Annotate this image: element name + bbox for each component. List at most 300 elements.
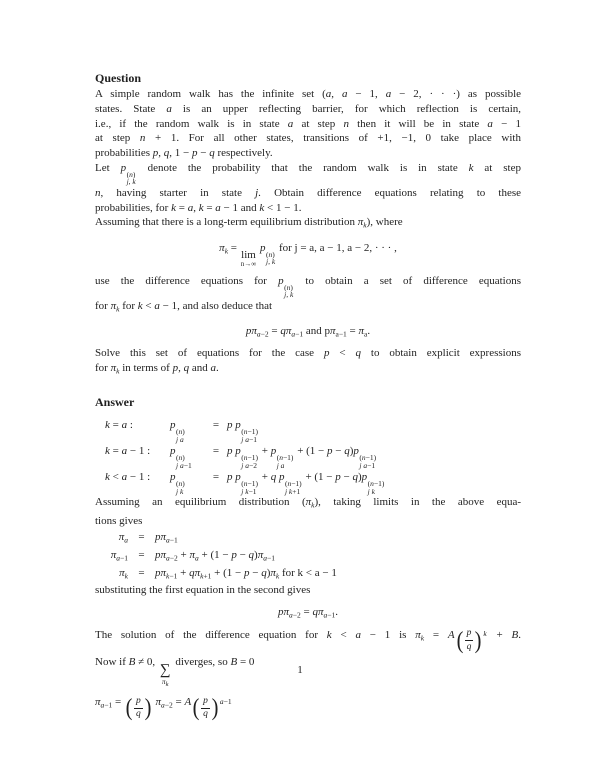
text-line: [95, 87, 521, 102]
math-subscript: [335, 329, 346, 338]
text-span: for: [119, 299, 138, 312]
math-variable: π: [283, 606, 290, 619]
math-variable: π: [160, 531, 167, 544]
math-variable: k: [289, 290, 294, 299]
math-variable: k: [311, 500, 315, 510]
math-variable: k: [105, 419, 110, 432]
text-span: =: [109, 419, 122, 432]
math-variable: j: [367, 486, 370, 496]
math-variable: q: [352, 471, 358, 484]
math-variable: π: [285, 324, 292, 337]
equation-cell: [227, 469, 521, 495]
math-variable: a: [166, 553, 170, 563]
text-span: −: [332, 445, 345, 458]
equation-cell: [155, 530, 521, 548]
text-span: .: [518, 628, 521, 641]
text-span: −1: [327, 610, 336, 620]
text-span: =: [203, 201, 216, 214]
text-span: −2: [292, 610, 301, 620]
text-line: [95, 161, 521, 186]
text-span: =: [300, 606, 313, 619]
math-variable: π: [194, 566, 201, 579]
text-span: ): [182, 479, 185, 489]
math-variable: p: [155, 548, 161, 561]
math-variable: k: [132, 177, 136, 187]
text-span: −1: [104, 700, 113, 710]
fraction-numerator: [201, 697, 210, 708]
text-span: −1: [248, 486, 257, 496]
math-variable: k: [271, 257, 276, 266]
math-variable: a: [219, 696, 224, 706]
text-span: probabilities: [95, 147, 153, 159]
math-variable: q: [189, 566, 195, 579]
text-span: diverges, so: [172, 656, 231, 669]
math-variable: j: [284, 486, 288, 496]
display-equation: [95, 325, 521, 339]
math-variable: q: [270, 471, 277, 484]
text-span: − 1 and: [220, 201, 260, 214]
math-variable: a: [323, 610, 328, 620]
math-variable: a: [160, 700, 165, 710]
equation-cell: [128, 548, 155, 566]
text-span: for k < a − 1: [279, 566, 337, 579]
text-span: + (1 −: [302, 471, 336, 484]
equation-cell: [205, 469, 227, 495]
close-paren-icon: ): [144, 695, 152, 722]
math-variable: j: [255, 186, 259, 199]
text-span: Let: [95, 161, 121, 174]
text-span: then it will be in state: [348, 117, 488, 130]
math-variable: π: [119, 566, 125, 579]
math-variable: π: [305, 496, 312, 509]
math-subscript: [263, 553, 275, 562]
paren-content: [465, 629, 474, 652]
text-span: −2: [260, 329, 269, 339]
math-variable: π: [95, 696, 101, 709]
math-exponent: [483, 627, 486, 642]
text-span: respectively.: [214, 147, 273, 159]
math-supsub: [266, 251, 275, 266]
math-parenthesized: [192, 697, 231, 720]
math-variable: a: [187, 201, 194, 214]
math-variable: n: [178, 453, 183, 463]
math-variable: k: [116, 366, 120, 376]
text-span: +1: [292, 486, 301, 496]
text-span: :: [127, 419, 133, 432]
math-subscript: [161, 701, 173, 710]
text-span: −1): [247, 427, 258, 437]
text-span: Assuming an equilibrium distribution (: [95, 496, 306, 509]
text-span: + (1 −: [211, 566, 244, 579]
text-span: at step: [293, 117, 344, 130]
math-variable: j: [276, 460, 279, 470]
display-equation: [95, 606, 521, 620]
text-span: + 1. For all other states, transitions of +1, −1, 0 take place with: [145, 132, 521, 145]
math-variable: a: [166, 102, 172, 115]
text-span: + (1 −: [198, 548, 232, 561]
text-span: +: [487, 628, 512, 641]
text-span: (: [176, 453, 179, 463]
math-variable: q: [344, 445, 350, 458]
math-variable: n: [243, 479, 248, 489]
math-variable: k: [171, 201, 176, 214]
text-span: states. State: [95, 102, 167, 115]
math-subscript: [368, 488, 375, 496]
equation-cell: [95, 566, 128, 584]
text-span: <: [329, 347, 356, 360]
math-variable: π: [415, 628, 421, 641]
math-variable: p: [172, 362, 179, 374]
math-variable: π: [118, 531, 125, 544]
math-variable: p: [235, 445, 241, 458]
math-variable: n: [243, 453, 248, 463]
math-subscript: [166, 681, 169, 688]
text-span: in terms of: [119, 362, 173, 374]
math-subscript: [116, 553, 128, 562]
math-variable: a: [121, 419, 128, 432]
text-span: (: [241, 427, 244, 437]
text-span: (: [126, 169, 130, 179]
text-span: ): [349, 445, 354, 458]
math-variable: j: [176, 460, 179, 470]
math-variable: a: [116, 553, 121, 563]
equation-cell: [170, 469, 205, 495]
text-span: (: [284, 282, 287, 292]
text-line: [95, 274, 521, 299]
math-variable: a: [179, 434, 184, 444]
math-variable: p: [155, 566, 161, 579]
text-span: +1: [203, 571, 212, 581]
math-variable: π: [317, 606, 324, 619]
limit-subscript: n→∞: [240, 259, 257, 268]
text-span: , 1 −: [169, 147, 192, 159]
text-span: −1): [247, 453, 258, 463]
math-variable: p: [235, 471, 241, 484]
math-variable: j: [241, 486, 244, 496]
text-span: (: [276, 453, 280, 463]
page-content: [95, 71, 521, 720]
text-span: .: [335, 606, 338, 619]
math-subscript: [241, 436, 257, 444]
math-variable: a: [363, 460, 368, 470]
math-variable: a: [210, 362, 216, 374]
text-span: − 1 :: [127, 445, 151, 458]
math-variable: π: [161, 677, 166, 687]
math-subscript: [166, 536, 178, 545]
math-variable: p: [466, 628, 472, 639]
math-variable: p: [245, 324, 252, 337]
math-variable: p: [335, 471, 341, 484]
text-span: −1: [248, 434, 257, 444]
math-variable: p: [170, 471, 176, 484]
math-parenthesized: [456, 629, 487, 652]
text-span: (: [367, 479, 371, 489]
math-variable: n: [279, 453, 283, 463]
math-subscript: [291, 329, 303, 338]
math-variable: p: [135, 695, 141, 706]
text-line: [95, 215, 521, 233]
text-line: [95, 201, 521, 216]
equation-row: [95, 530, 521, 548]
math-variable: p: [170, 419, 176, 432]
math-variable: a: [287, 117, 294, 130]
math-variable: a: [100, 700, 105, 710]
math-variable: k: [179, 486, 184, 496]
text-span: a: [364, 329, 368, 339]
paragraph: [95, 346, 521, 379]
math-variable: n: [370, 479, 374, 489]
math-supsub: [359, 454, 376, 469]
text-span: +: [258, 445, 271, 458]
text-span: ): [290, 282, 293, 292]
text-span: ): [254, 548, 258, 561]
math-variable: p: [152, 147, 159, 159]
math-subscript: [359, 462, 375, 470]
equation-cell: [227, 443, 521, 469]
math-supsub: [176, 454, 192, 469]
math-variable: k: [224, 246, 229, 255]
paragraph: [95, 583, 521, 598]
math-variable: j: [359, 460, 362, 470]
equation-row: [95, 548, 521, 566]
math-variable: π: [357, 216, 364, 229]
math-variable: k: [116, 304, 120, 313]
text-span: −1: [223, 696, 232, 706]
fraction-numerator: [465, 629, 474, 640]
paren-content: [201, 697, 210, 720]
math-subscript: [176, 462, 192, 470]
math-subscript: [166, 553, 178, 562]
math-variable: π: [219, 241, 225, 254]
math-variable: A: [184, 696, 192, 709]
math-variable: q: [183, 362, 190, 374]
math-variable: q: [466, 641, 472, 652]
math-fraction: [465, 629, 474, 652]
text-line: [95, 146, 521, 161]
text-span: ,: [331, 88, 342, 100]
text-span: Solve this set of equations for the case: [95, 347, 324, 360]
math-variable: j: [126, 177, 129, 187]
math-variable: B: [230, 656, 238, 669]
text-span: ), taking limits in the above equa-: [314, 496, 521, 509]
math-variable: p: [243, 566, 250, 579]
math-subscript: [257, 329, 269, 338]
text-span: +: [177, 548, 190, 561]
math-variable: p: [353, 445, 359, 458]
text-span: Now if: [95, 656, 129, 669]
text-span: −: [340, 471, 353, 484]
math-variable: π: [110, 299, 117, 312]
fraction-numerator: [134, 697, 143, 708]
text-span: −1: [266, 553, 275, 563]
paragraph: [95, 161, 521, 216]
text-span: =: [112, 696, 124, 709]
text-line: [95, 695, 521, 720]
math-variable: n: [178, 427, 183, 437]
text-span: (: [176, 479, 179, 489]
text-span: −1): [373, 479, 385, 489]
math-variable: a: [263, 553, 267, 563]
math-variable: p: [227, 419, 233, 432]
text-span: , having starter in state: [100, 186, 256, 199]
text-span: ): [132, 169, 136, 179]
text-span: and p: [303, 324, 330, 337]
equation-cell: [128, 530, 155, 548]
sigma-icon: ∑: [159, 662, 171, 679]
math-variable: a: [256, 329, 261, 339]
math-variable: k: [200, 571, 204, 581]
math-variable: p: [203, 695, 208, 706]
equation-cell: [205, 443, 227, 469]
math-variable: k: [326, 628, 332, 641]
math-subscript: [176, 488, 183, 496]
math-variable: a: [245, 434, 249, 444]
math-variable: j: [266, 257, 269, 266]
text-span: probabilities, for: [95, 201, 172, 214]
math-variable: A: [447, 628, 455, 641]
math-variable: p: [120, 161, 127, 174]
paragraph: [95, 495, 521, 528]
equation-row: [95, 443, 521, 469]
math-subscript: [241, 462, 257, 470]
text-span: ,: [268, 257, 272, 266]
text-span: (: [241, 479, 244, 489]
equation-cell: [105, 443, 170, 469]
text-span: =: [212, 471, 220, 484]
text-span: −1): [282, 453, 294, 463]
text-span: ): [266, 566, 271, 579]
math-variable: a: [245, 460, 249, 470]
text-span: use the difference equations for: [95, 274, 279, 287]
math-fraction: [134, 697, 143, 720]
text-span: =: [212, 445, 220, 458]
math-variable: j: [241, 434, 244, 444]
math-variable: q: [261, 566, 267, 579]
math-variable: q: [248, 548, 255, 561]
text-span: ,: [128, 177, 133, 187]
math-parenthesized: [125, 697, 152, 720]
text-span: (: [359, 453, 362, 463]
math-variable: k: [124, 571, 128, 581]
math-variable: a: [121, 471, 128, 484]
text-span: <: [142, 299, 155, 312]
math-variable: p: [235, 419, 241, 432]
fraction-denominator: [465, 640, 474, 652]
math-variable: a: [289, 610, 293, 620]
math-supsub: [176, 480, 185, 495]
equation-cell: [155, 548, 521, 566]
math-variable: n: [343, 117, 349, 130]
math-variable: a: [280, 460, 285, 470]
math-subscript: [284, 291, 293, 299]
paren-content: [134, 697, 143, 720]
text-span: ≠ 0,: [135, 656, 158, 669]
text-span: =: [138, 566, 145, 579]
text-line: [95, 495, 521, 513]
equation-cell: [105, 417, 170, 443]
math-subscript: [241, 488, 256, 496]
text-line: [95, 514, 521, 529]
text-span: =: [109, 445, 122, 458]
text-span: −1: [183, 460, 192, 470]
math-subscript: [176, 436, 184, 444]
equation-cell: [128, 566, 155, 584]
math-variable: k: [420, 633, 425, 643]
paragraph: [95, 215, 521, 233]
math-variable: a: [179, 460, 184, 470]
equation-cell: [170, 443, 205, 469]
math-subscript: [324, 611, 336, 620]
text-span: at step: [95, 132, 140, 145]
math-subscript: [285, 488, 300, 496]
text-span: +: [177, 566, 190, 579]
equation-cell: [105, 469, 170, 495]
text-line: [95, 117, 521, 132]
text-span: −1): [365, 453, 377, 463]
equation-array: [95, 530, 521, 583]
math-variable: p: [327, 445, 333, 458]
paragraph: [95, 274, 521, 317]
answer-heading: Answer: [95, 395, 135, 410]
equation-row: [95, 469, 521, 495]
math-variable: k: [137, 299, 143, 312]
math-variable: a: [194, 553, 199, 563]
math-variable: a: [166, 535, 170, 545]
equation-cell: [205, 417, 227, 443]
equation-row: [95, 417, 521, 443]
text-span: and: [189, 362, 211, 374]
math-subscript: [127, 178, 136, 186]
text-span: <: [331, 628, 356, 641]
text-span: =: [138, 548, 145, 561]
math-variable: p: [270, 445, 277, 458]
math-supsub: [241, 454, 258, 469]
text-line: [95, 299, 521, 317]
text-span: ): [272, 249, 275, 259]
math-supsub: [176, 428, 185, 443]
math-variable: p: [278, 606, 284, 619]
text-span: to obtain a set of difference equations: [294, 274, 521, 287]
math-variable: k: [259, 201, 265, 214]
math-variable: π: [251, 324, 257, 337]
math-exponent: [220, 695, 232, 710]
math-variable: k: [363, 220, 367, 230]
math-variable: q: [135, 709, 141, 720]
text-span: .: [216, 362, 219, 374]
math-variable: π: [160, 566, 167, 579]
math-supsub: [285, 480, 302, 495]
equation-cell: [155, 566, 521, 584]
text-span: =: [175, 201, 188, 214]
text-span: =: [268, 324, 281, 337]
text-span: for j = a, a − 1, a − 2, · · · ,: [276, 241, 397, 254]
equation-cell: [170, 417, 205, 443]
math-variable: k: [468, 161, 474, 174]
math-subscript: [166, 571, 177, 580]
math-variable: k: [288, 486, 293, 496]
math-variable: k: [105, 471, 110, 484]
math-variable: n: [139, 132, 146, 145]
text-line: [95, 628, 521, 653]
display-equation: [95, 242, 521, 268]
text-span: −1: [169, 535, 178, 545]
math-variable: a: [215, 201, 221, 214]
text-span: at step: [473, 161, 521, 174]
text-span: ,: [286, 290, 290, 299]
text-span: −1: [367, 460, 376, 470]
math-variable: j: [241, 460, 244, 470]
open-paren-icon: (: [456, 627, 463, 654]
